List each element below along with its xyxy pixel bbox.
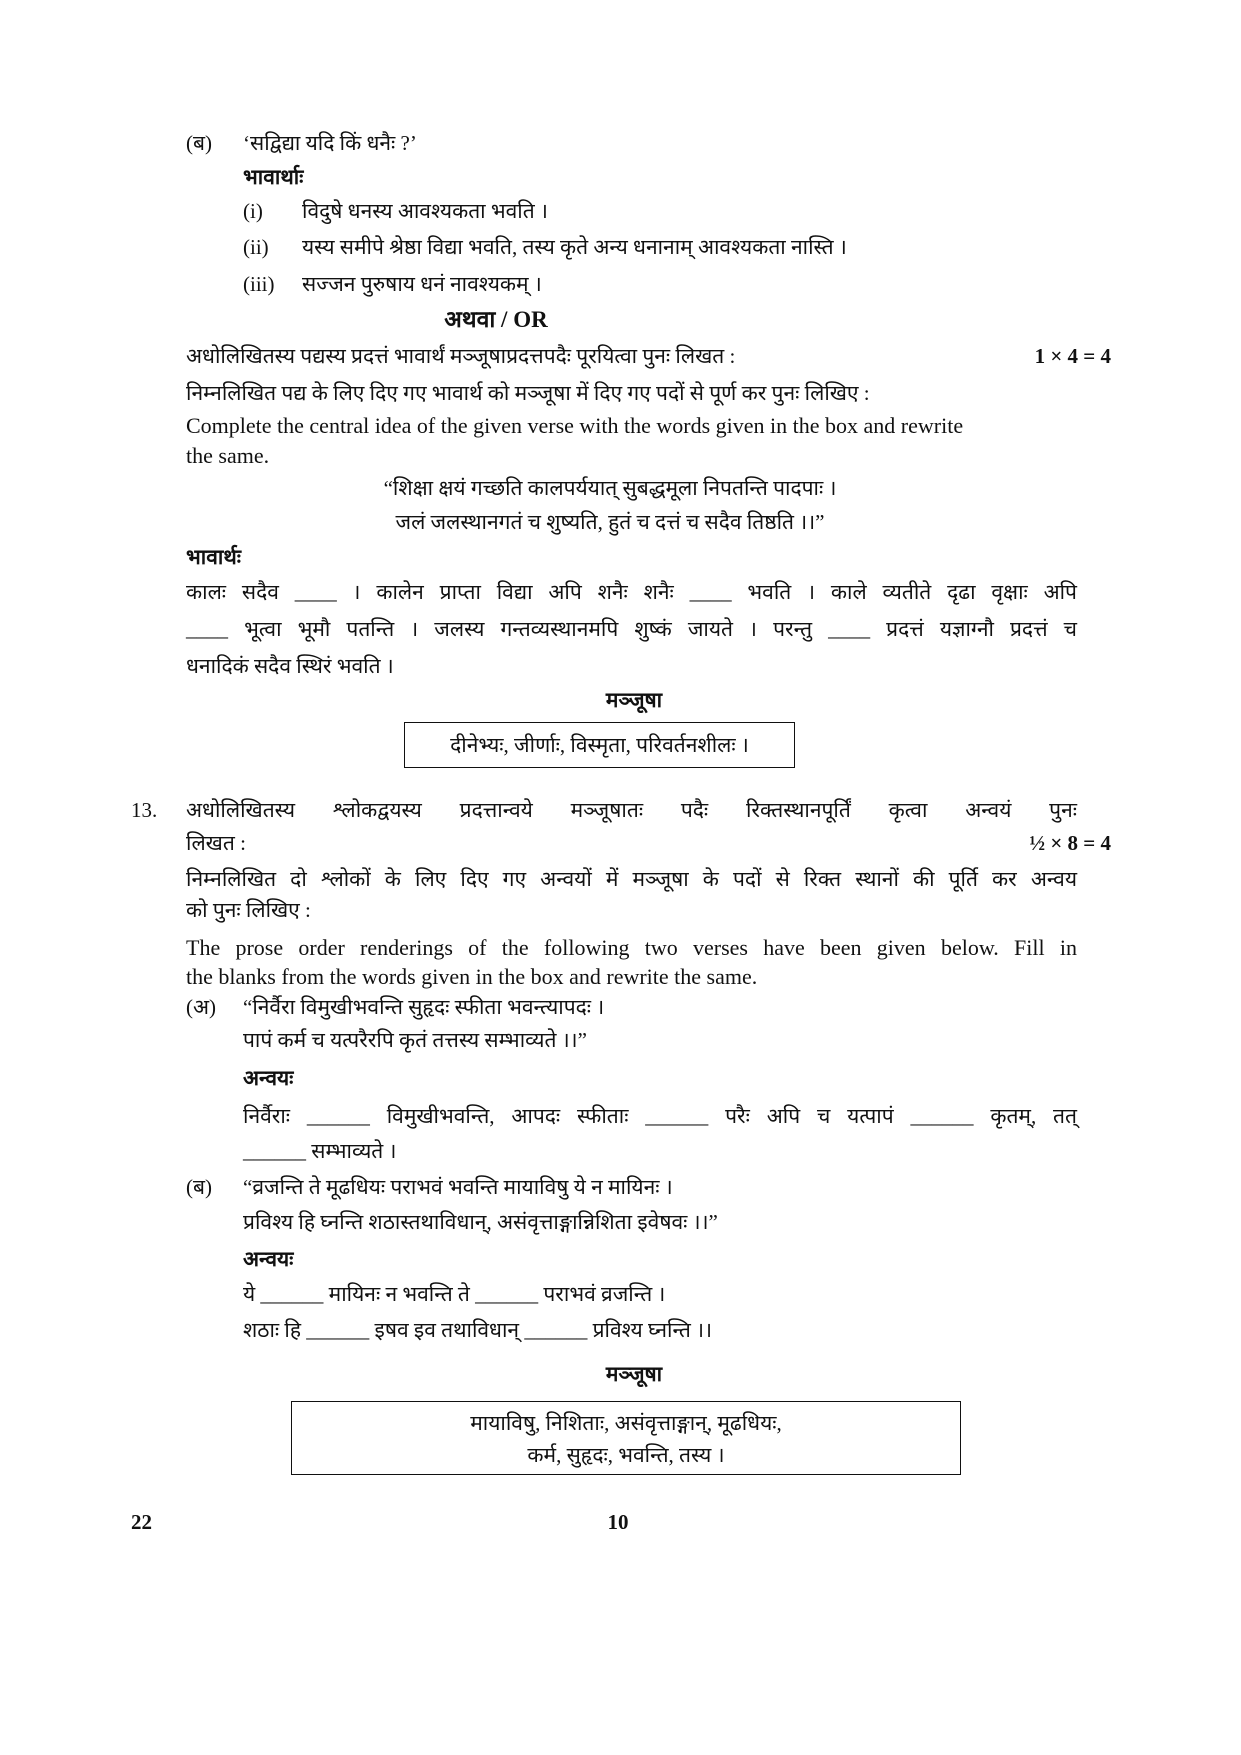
anvaya-line: निर्वैराः ______ विमुखीभवन्ति, आपदः स्फीताः ______ परैः अपि च यत्पापं ______ कृतम्, तत्	[243, 1104, 1077, 1128]
box-heading: मञ्जूषा	[605, 1362, 663, 1386]
option-label: (ii)	[243, 235, 269, 259]
instruction-english: Complete the central idea of the given verse with the words given in the box and rewrite	[186, 413, 964, 438]
question-number: 13.	[131, 798, 158, 822]
marks: ½ × 8 = 4	[1029, 831, 1111, 855]
anvaya-heading: अन्वयः	[243, 1247, 294, 1271]
bhavartha-heading: भावार्थाः	[243, 165, 304, 189]
option-text: विदुषे धनस्य आवश्यकता भवति ।	[302, 199, 548, 223]
instruction-sanskrit: अधोलिखितस्य श्लोकद्वयस्य प्रदत्तान्वये मञ्जूषातः पदैः रिक्तस्थानपूर्तिं कृत्वा अन्वयं पुनः	[186, 798, 1077, 822]
option-label: (iii)	[243, 272, 275, 296]
bhavartha-line: धनादिकं सदैव स्थिरं भवति ।	[186, 654, 394, 678]
box-words: दीनेभ्यः, जीर्णाः, विस्मृता, परिवर्तनशीलः ।	[450, 733, 749, 757]
bhavartha-heading: भावार्थः	[186, 545, 241, 569]
verse-line: प्रविश्य हि घ्नन्ति शठास्तथाविधान्, असंवृत्ताङ्गान्निशिता इवेषवः ।।”	[243, 1210, 718, 1234]
box-words: मायाविषु, निशिताः, असंवृत्ताङ्गान्, मूढधियः,	[470, 1411, 782, 1435]
instruction-english: The prose order renderings of the following two verses have been given below. Fill in	[186, 935, 1077, 960]
verse-line: “निर्वैरा विमुखीभवन्ति सुहृदः स्फीता भवन्त्यापदः ।	[243, 995, 605, 1019]
marks: 1 × 4 = 4	[1034, 344, 1111, 368]
paper-code: 22	[131, 1510, 152, 1534]
option-text: सज्जन पुरुषाय धनं नावश्यकम् ।	[302, 272, 542, 296]
word-box	[404, 722, 795, 768]
option-text: यस्य समीपे श्रेष्ठा विद्या भवति, तस्य कृते अन्य धनानाम् आवश्यकता नास्ति ।	[302, 235, 847, 259]
box-heading: मञ्जूषा	[605, 688, 663, 712]
box-words: कर्म, सुहृदः, भवन्ति, तस्य ।	[527, 1443, 725, 1467]
part-label: (ब)	[186, 1175, 212, 1199]
page-number: 10	[607, 1510, 629, 1534]
instruction-sanskrit: लिखत :	[186, 831, 246, 855]
part-label: (अ)	[186, 995, 217, 1019]
or-separator: अथवा / OR	[444, 307, 548, 332]
question-quote: ‘सद्विद्या यदि किं धनैः ?’	[243, 131, 417, 155]
instruction-hindi: निम्नलिखित दो श्लोकों के लिए दिए गए अन्वयों में मञ्जूषा के पदों से रिक्त स्थानों की पूर्ति कर अन्वय	[186, 867, 1077, 891]
part-label: (ब)	[186, 131, 212, 155]
anvaya-heading: अन्वयः	[243, 1066, 294, 1090]
anvaya-line: ये ______ मायिनः न भवन्ति ते ______ पराभवं व्रजन्ति ।	[243, 1282, 666, 1306]
word-box	[291, 1401, 961, 1475]
verse-line: “शिक्षा क्षयं गच्छति कालपर्ययात् सुबद्धमूला निपतन्ति पादपाः ।	[383, 476, 837, 500]
instruction-english: the blanks from the words given in the box and rewrite the same.	[186, 964, 758, 989]
anvaya-line: शठाः हि ______ इषव इव तथाविधान् ______ प्रविश्य घ्नन्ति ।।	[243, 1318, 713, 1342]
anvaya-line: ______ सम्भाव्यते ।	[243, 1139, 397, 1163]
bhavartha-line: ____ भूत्वा भूमौ पतन्ति । जलस्य गन्तव्यस्थानमपि शुष्कं जायते । परन्तु ____ प्रदत्तं यज्ञाग्नौ प्रदत्तं च	[186, 617, 1077, 641]
verse-line: “व्रजन्ति ते मूढधियः पराभवं भवन्ति मायाविषु ये न मायिनः ।	[243, 1175, 673, 1199]
instruction-hindi: निम्नलिखित पद्य के लिए दिए गए भावार्थ को मञ्जूषा में दिए गए पदों से पूर्ण कर पुनः लिखिए :	[186, 381, 870, 405]
bhavartha-line: कालः सदैव ____ । कालेन प्राप्ता विद्या अपि शनैः शनैः ____ भवति । काले व्यतीते दृढा वृक्षाः अपि	[186, 580, 1077, 604]
verse-line: जलं जलस्थानगतं च शुष्यति, हुतं च दत्तं च सदैव तिष्ठति ।।”	[395, 510, 825, 534]
instruction-sanskrit: अधोलिखितस्य पद्यस्य प्रदत्तं भावार्थं मञ्जूषाप्रदत्तपदैः पूरयित्वा पुनः लिखत :	[186, 344, 736, 368]
option-label: (i)	[243, 199, 263, 223]
instruction-english: the same.	[186, 443, 270, 468]
instruction-hindi: को पुनः लिखिए :	[186, 898, 311, 922]
verse-line: पापं कर्म च यत्परैरपि कृतं तत्तस्य सम्भाव्यते ।।”	[243, 1028, 587, 1052]
